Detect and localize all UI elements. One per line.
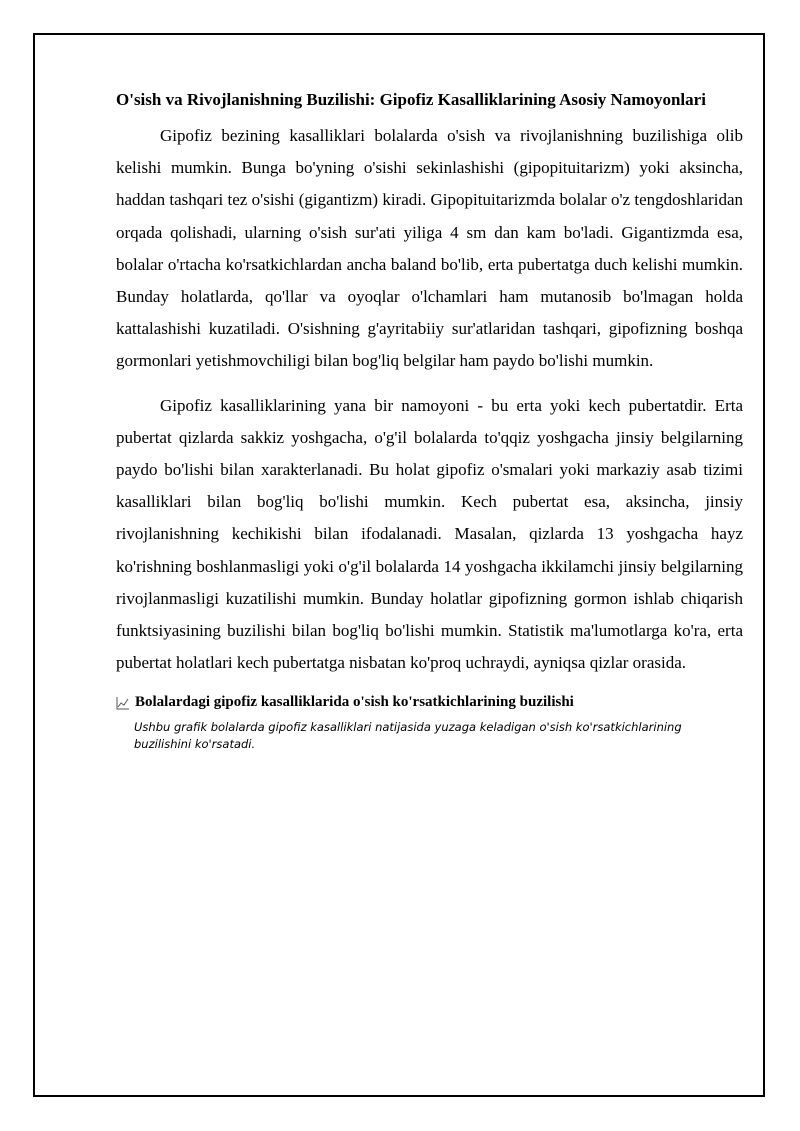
figure-title-row [116, 691, 743, 713]
chart-line-icon [116, 695, 130, 709]
figure-title: Bolalardagi gipofiz kasalliklarida o'sish ko'rsatkichlarining buzilishi [135, 694, 574, 711]
figure-block [116, 691, 743, 753]
paragraph-puberty-disorders: Gipofiz kasalliklarining yana bir namoyoni - bu erta yoki kech pubertatdir. Erta pubertat qizlarda sakkiz yoshgacha, o'g'il bolalarda to'qqiz yoshgacha jinsiy belgilarning paydo bo'lishi bilan xarakterlanadi. Bu holat gipofiz o'smalari yoki markaziy asab tizimi kasalliklari bilan bog'liq bo'lishi mumkin. Kech pubertat esa, aksincha, jinsiy rivojlanishning kechikishi bilan ifodalanadi. Masalan, qizlarda 13 yoshgacha hayz ko'rishning boshlanmasligi yoki o'g'il bolalarda 14 yoshgacha ikkilamchi jinsiy belgilarning rivojlanmasligi kuzatilishi mumkin. Bunday holatlar gipofizning gormon ishlab chiqarish funktsiyasining buzilishi bilan bog'liq bo'lishi mumkin. Statistik ma'lumotlarga ko'ra, erta pubertat holatlari kech pubertatga nisbatan ko'proq uchraydi, ayniqsa qizlar orasida. [116, 395, 743, 673]
section-heading: O'sish va Rivojlanishning Buzilishi: Gipofiz Kasalliklarining Asosiy Namoyonlari [116, 90, 706, 109]
paragraph-growth-disorders: Gipofiz bezining kasalliklari bolalarda o'sish va rivojlanishning buzilishiga olib kelishi mumkin. Bunga bo'yning o'sishi sekinlashishi (gipopituitarizm) yoki aksincha, haddan tashqari tez o'sishi (gigantizm) kiradi. Gipopituitarizmda bolalar o'z tengdoshlaridan orqada qolishadi, ularning o'sish sur'ati yiliga 4 sm dan kam bo'ladi. Gigantizmda esa, bolalar o'rtacha ko'rsatkichlardan ancha baland bo'lib, erta pubertatga duch kelishi mumkin. Bunday holatlarda, qo'llar va oyoqlar o'lchamlari ham mutanosib bo'lmagan holda kattalashishi kuzatiladi. O'sishning g'ayritabiiy sur'atlaridan tashqari, gipofizning boshqa gormonlari yetishmovchiligi bilan bog'liq belgilar ham paydo bo'lishi mumkin. [116, 126, 743, 371]
figure-caption: Ushbu grafik bolalarda gipofiz kasalliklari natijasida yuzaga keladigan o'sish ko'rsatkichlarining buzilishini ko'rsatadi. [134, 720, 682, 752]
document-body [116, 88, 743, 753]
